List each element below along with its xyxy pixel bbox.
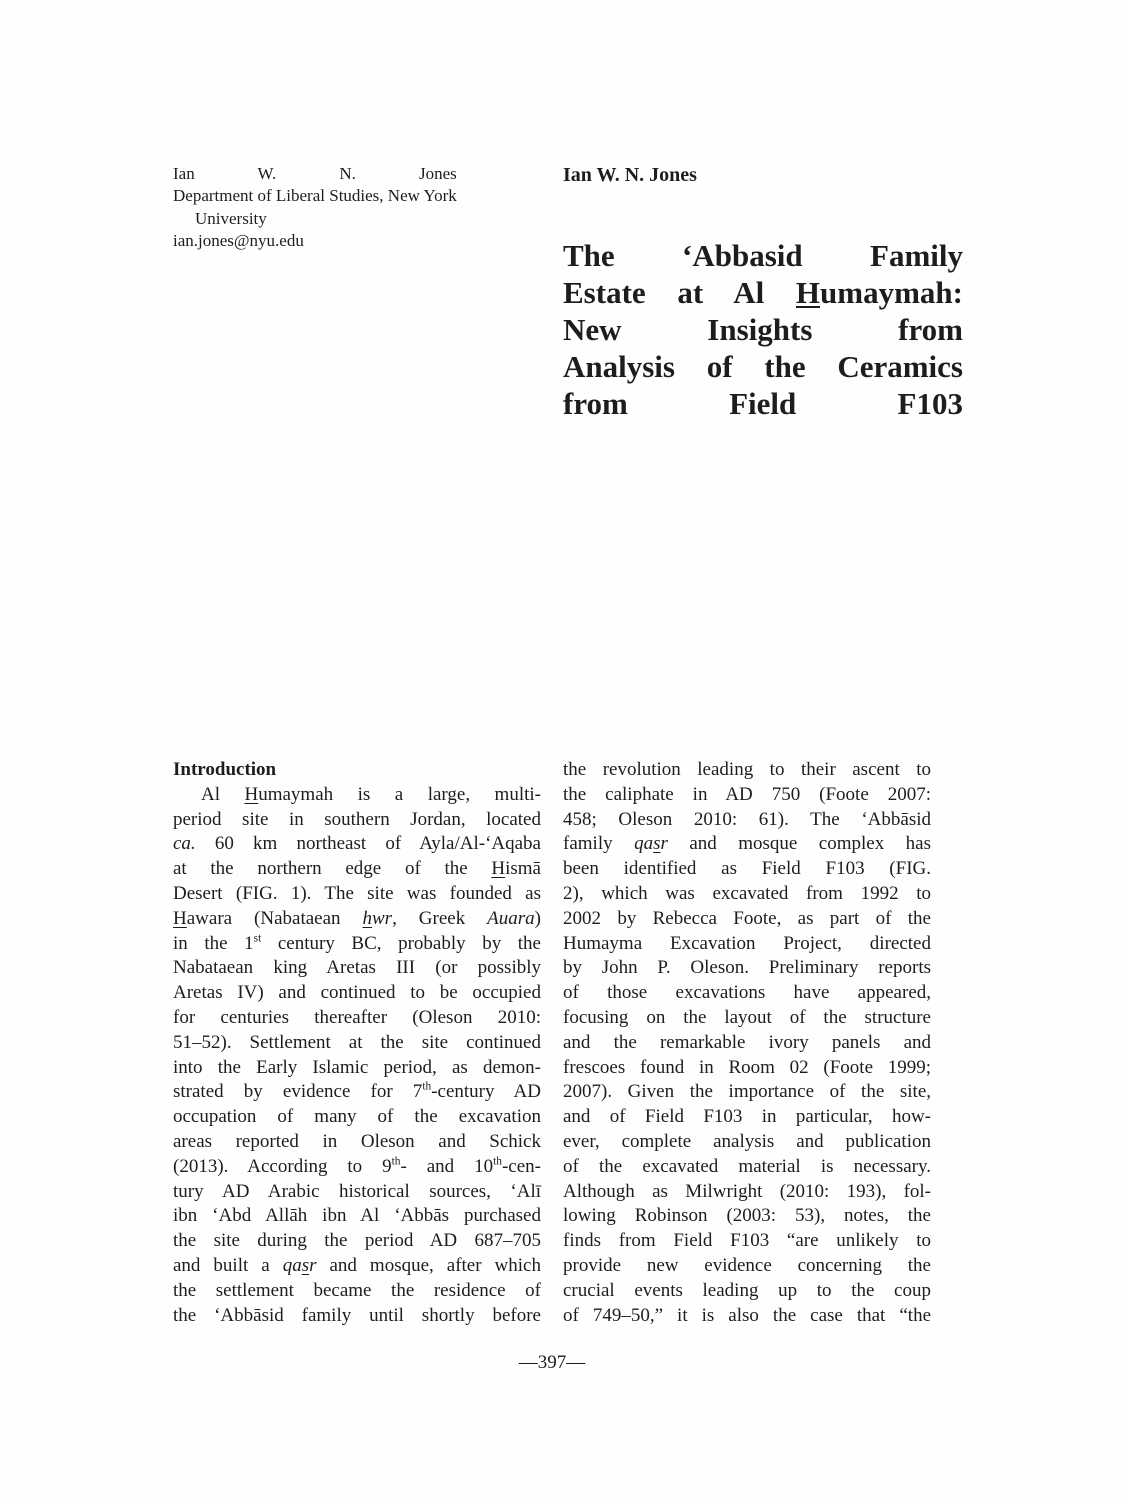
text-line: by John P. Oleson. Preliminary reports <box>563 957 931 979</box>
text-line: for centuries thereafter (Oleson 2010: <box>173 1006 541 1028</box>
header-author-name: Ian W. N. Jones <box>563 164 697 186</box>
page-number: —397— <box>518 1352 586 1373</box>
text-line: ever, complete analysis and publication <box>563 1130 931 1152</box>
introduction-heading: Introduction <box>173 759 277 780</box>
text-line: 51–52). Settlement at the site continued <box>173 1031 541 1053</box>
text-line: crucial events leading up to the coup <box>563 1279 931 1301</box>
text-line: the settlement became the residence of <box>173 1279 541 1301</box>
text-line: 2002 by Rebecca Foote, as part of the <box>563 907 931 929</box>
article-title <box>563 237 963 422</box>
text-line: occupation of many of the excavation <box>173 1106 541 1128</box>
text-line: the ‘Abbāsid family until shortly before <box>173 1304 541 1326</box>
text-line: family qasr and mosque complex has <box>563 833 931 855</box>
right-column-text <box>563 758 931 1328</box>
text-line: areas reported in Oleson and Schick <box>173 1130 541 1152</box>
text-line: focusing on the layout of the structure <box>563 1006 931 1028</box>
text-line: Estate at Al Humaymah: <box>563 275 963 310</box>
text-line: tury AD Arabic historical sources, ‘Alī <box>173 1180 541 1202</box>
text-line: period site in southern Jordan, located <box>173 808 541 830</box>
text-line: strated by evidence for 7th-century AD <box>173 1081 542 1103</box>
author-affiliation-block <box>173 163 457 253</box>
text-line: 2007). Given the importance of the site, <box>563 1081 931 1103</box>
text-line: Department of Liberal Studies, New York <box>173 186 457 206</box>
text-line: the revolution leading to their ascent to <box>563 759 931 780</box>
text-line: The ‘Abbasid Family <box>563 238 963 273</box>
text-line: provide new evidence concerning the <box>563 1254 931 1276</box>
text-line: Nabataean king Aretas III (or possibly <box>173 957 541 979</box>
text-line: Ian W. N. Jones <box>173 164 457 183</box>
text-line: Humayma Excavation Project, directed <box>563 932 931 954</box>
text-line: and built a qasr and mosque, after which <box>173 1254 541 1276</box>
text-line: Although as Milwright (2010: 193), fol- <box>563 1180 931 1202</box>
text-line: and the remarkable ivory panels and <box>563 1031 931 1053</box>
text-line: New Insights from <box>563 312 963 347</box>
text-line: and of Field F103 in particular, how- <box>563 1106 931 1128</box>
text-line: of 749–50,” it is also the case that “the <box>563 1304 931 1326</box>
text-line: the site during the period AD 687–705 <box>173 1230 541 1252</box>
text-line: Hawara (Nabataean hwr, Greek Auara) <box>173 907 541 929</box>
text-line: into the Early Islamic period, as demon- <box>173 1056 541 1078</box>
text-line: ca. 60 km northeast of Ayla/Al-‘Aqaba <box>173 833 541 855</box>
text-line: Desert (FIG. 1). The site was founded as <box>173 882 541 904</box>
text-line: frescoes found in Room 02 (Foote 1999; <box>563 1056 931 1078</box>
text-line: Al Humaymah is a large, multi- <box>201 783 541 805</box>
text-line: in the 1st century BC, probably by the <box>173 932 541 954</box>
text-line: from Field F103 <box>563 386 963 421</box>
text-line: 2), which was excavated from 1992 to <box>563 882 931 904</box>
text-line: lowing Robinson (2003: 53), notes, the <box>563 1205 931 1227</box>
text-line: ian.jones@nyu.edu <box>173 231 304 251</box>
text-line: of those excavations have appeared, <box>563 982 931 1004</box>
text-line: 458; Oleson 2010: 61). The ‘Abbāsid <box>563 808 931 830</box>
left-column <box>173 758 541 1328</box>
right-column <box>563 758 931 1328</box>
text-line: (2013). According to 9th- and 10th-cen- <box>173 1155 542 1177</box>
text-line: the caliphate in AD 750 (Foote 2007: <box>563 783 931 805</box>
text-line: been identified as Field F103 (FIG. <box>563 858 931 880</box>
left-column-text <box>173 783 541 1329</box>
text-line: of the excavated material is necessary. <box>563 1155 931 1177</box>
text-line: Aretas IV) and continued to be occupied <box>173 982 541 1004</box>
body-columns <box>173 758 931 1328</box>
text-line: Analysis of the Ceramics <box>563 349 963 384</box>
text-line: ibn ‘Abd Allāh ibn Al ‘Abbās purchased <box>173 1205 541 1227</box>
text-line: finds from Field F103 “are unlikely to <box>563 1230 931 1252</box>
text-line: University <box>195 208 267 228</box>
text-line: at the northern edge of the Hismā <box>173 858 541 880</box>
